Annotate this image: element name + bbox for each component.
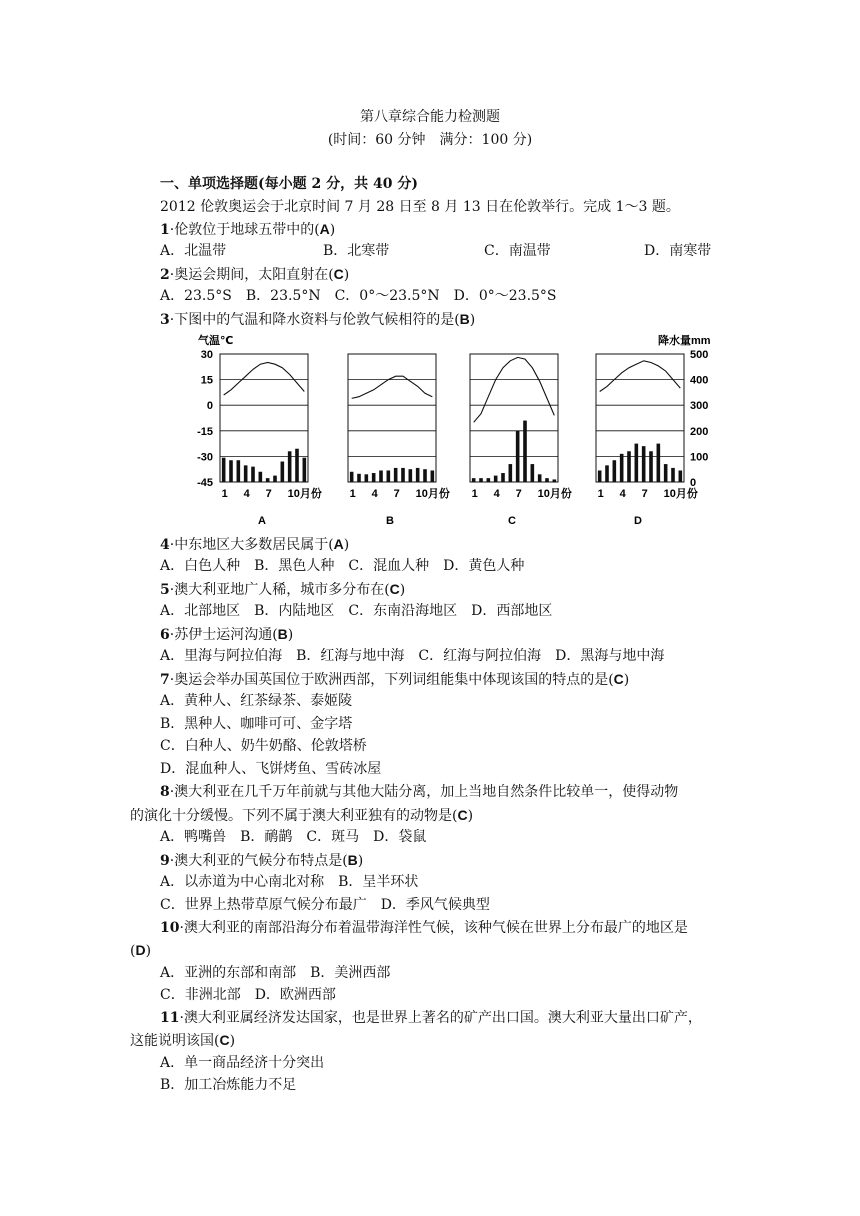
climate-panel-a (220, 354, 322, 527)
question-6 (160, 624, 293, 645)
question-11-option-b: B．加工冶炼能力不足 (160, 1077, 297, 1093)
question-close: ) (287, 627, 294, 643)
precipitation-bar (679, 470, 683, 482)
question-number: 4 (160, 537, 170, 553)
climate-charts (0, 330, 860, 530)
precipitation-bar (281, 462, 285, 482)
question-2 (160, 264, 349, 285)
precipitation-tick-label: 0 (690, 477, 697, 489)
question-stem: 澳大利亚地广人稀，城市多分布在( (174, 582, 390, 598)
question-7-option-d: D．混血种人、飞饼烤鱼、雪砖冰屋 (160, 761, 382, 777)
question-7-option-c: C．白种人、奶牛奶酪、伦敦塔桥 (160, 738, 367, 754)
question-number: 9 (160, 853, 170, 869)
climate-panel-d (596, 354, 698, 527)
question-close: ) (357, 853, 364, 869)
option-b: B．北寒带 (323, 243, 390, 259)
x-tick-label: 10月份 (415, 488, 450, 500)
precipitation-bar (494, 476, 498, 482)
question-11-option-a: A．单一商品经济十分突出 (160, 1055, 325, 1071)
question-11-line2 (130, 1030, 235, 1051)
question-10-options-2: C．非洲北部 D．欧洲西部 (160, 987, 336, 1003)
panel-frame (596, 354, 684, 482)
precipitation-bar (649, 451, 653, 482)
question-6-options: A．里海与阿拉伯海 B．红海与地中海 C．红海与阿拉伯海 D．黑海与地中海 (160, 648, 665, 664)
precipitation-bar (516, 431, 520, 482)
question-8-line2 (130, 805, 473, 826)
x-tick-label: 7 (265, 488, 272, 500)
x-tick-label: 4 (371, 488, 378, 500)
question-open: ( (130, 943, 136, 959)
precipitation-bar (237, 460, 241, 482)
number-dot: · (179, 920, 184, 936)
question-9-options-2: C．世界上热带草原气候分布最广 D．季风气候典型 (160, 897, 490, 913)
question-5-options: A．北部地区 B．内陆地区 C．东南沿海地区 D．西部地区 (160, 603, 553, 619)
precipitation-tick-label: 500 (690, 349, 709, 361)
precipitation-bar (472, 478, 476, 482)
option-c: C．南温带 (484, 243, 551, 259)
precipitation-tick-label: 200 (690, 425, 709, 438)
precipitation-bar (479, 478, 483, 482)
question-number: 7 (160, 672, 170, 688)
number-dot: · (179, 1010, 184, 1026)
question-4 (160, 534, 349, 555)
answer: B (347, 852, 358, 868)
temperature-curve (600, 361, 681, 392)
answer: C (219, 1032, 230, 1048)
precipitation-bar (642, 446, 646, 482)
question-close: ) (343, 267, 350, 283)
precipitation-bar (303, 458, 307, 482)
question-7 (160, 669, 629, 690)
precipitation-bar (273, 476, 277, 482)
climate-panel-c (470, 354, 572, 527)
option-a: A．北温带 (160, 243, 227, 259)
precipitation-tick-label: 300 (690, 400, 709, 413)
answer: A (319, 221, 330, 237)
answer: A (333, 536, 344, 552)
question-stem-line2: 这能说明该国( (130, 1033, 220, 1049)
panel-frame (348, 354, 436, 482)
x-tick-label: 4 (243, 488, 250, 500)
precipitation-bar (423, 469, 427, 482)
panel-label: B (386, 515, 394, 527)
precipitation-bar (605, 465, 609, 482)
precipitation-bar (266, 478, 270, 482)
climate-panel-b (348, 354, 450, 527)
precipitation-bar (229, 460, 233, 482)
question-close: ) (623, 672, 630, 688)
question-stem: 苏伊士运河沟通( (174, 627, 278, 643)
precipitation-bar (657, 444, 661, 482)
precipitation-bar (523, 421, 527, 482)
question-10 (160, 918, 688, 938)
question-9-options-1: A．以赤道为中心南北对称 B．呈半环状 (160, 874, 419, 890)
question-9 (160, 850, 363, 871)
question-stem: 伦敦位于地球五带中的( (174, 222, 320, 238)
question-stem-line1: 澳大利亚在几千万年前就与其他大陆分离，加上当地自然条件比较单一，使得动物 (174, 784, 679, 800)
chart-panels (220, 354, 698, 527)
precipitation-bar (251, 467, 255, 482)
precipitation-bar (553, 479, 557, 482)
number-dot: · (169, 627, 175, 643)
answer: C (389, 581, 400, 597)
x-tick-label: 10月份 (287, 488, 322, 500)
temperature-tick-label: -30 (197, 451, 213, 464)
precipitation-bar (409, 469, 413, 482)
answer: B (277, 626, 288, 642)
x-tick-label: 7 (393, 488, 400, 500)
x-tick-label: 10月份 (537, 488, 572, 500)
question-number: 8 (160, 784, 170, 800)
question-stem-line1: 澳大利亚属经济发达国家，也是世界上著名的矿产出口国。澳大利亚大量出口矿产， (183, 1010, 702, 1026)
precipitation-bar (244, 465, 248, 482)
question-10-options-1: A．亚洲的东部和南部 B．美洲西部 (160, 965, 391, 981)
temperature-tick-label: -15 (197, 425, 213, 438)
x-tick-label: 10月份 (663, 488, 698, 500)
question-stem: 奥运会举办国英国位于欧洲西部，下列词组能集中体现该国的特点的是( (174, 672, 614, 688)
precipitation-bar (538, 474, 542, 482)
page-subtitle: (时间：60 分钟 满分：100 分) (327, 132, 533, 148)
precipitation-bar (379, 470, 383, 482)
panel-label: D (634, 515, 642, 527)
x-tick-label: 1 (471, 488, 478, 500)
answer: C (457, 807, 468, 823)
x-tick-label: 4 (619, 488, 626, 500)
precipitation-bar (394, 468, 398, 482)
precipitation-ticks (690, 349, 708, 489)
answer: C (333, 266, 344, 282)
section-heading: 一、单项选择题(每小题 2 分，共 40 分) (160, 176, 418, 192)
question-3 (160, 309, 475, 330)
x-tick-label: 1 (597, 488, 604, 500)
question-close: ) (329, 222, 336, 238)
question-1 (160, 219, 335, 240)
question-5 (160, 579, 405, 600)
number-dot: · (169, 537, 175, 553)
precipitation-axis-label: 降水量mm (658, 335, 711, 347)
temperature-tick-label: 15 (200, 374, 213, 387)
x-tick-label: 1 (221, 488, 228, 500)
temperature-axis-label: 气温℃ (198, 335, 234, 347)
precipitation-tick-label: 400 (690, 374, 709, 387)
question-number: 11 (160, 1010, 180, 1026)
x-tick-label: 4 (493, 488, 500, 500)
question-number: 10 (160, 920, 180, 936)
question-number: 2 (160, 267, 170, 283)
precipitation-bar (664, 464, 668, 482)
precipitation-bar (259, 472, 263, 482)
number-dot: · (169, 267, 175, 283)
precipitation-bar (357, 474, 361, 482)
precipitation-bar (431, 470, 435, 482)
number-dot: · (169, 784, 175, 800)
precipitation-bar (501, 473, 505, 482)
question-number: 3 (160, 312, 170, 328)
temperature-ticks (197, 349, 213, 489)
x-tick-label: 1 (349, 488, 356, 500)
temperature-tick-label: -45 (197, 477, 213, 489)
precipitation-bar (671, 468, 675, 482)
precipitation-bar (295, 449, 299, 482)
question-8 (160, 782, 678, 802)
question-close: ) (399, 582, 406, 598)
question-4-options: A．白色人种 B．黑色人种 C．混血人种 D．黄色人种 (160, 558, 525, 574)
precipitation-bar (620, 454, 624, 482)
precipitation-bar (350, 472, 354, 482)
question-close: ) (467, 808, 474, 824)
precipitation-bar (387, 470, 391, 482)
precipitation-tick-label: 100 (690, 451, 709, 464)
number-dot: · (169, 853, 175, 869)
question-10-line2 (130, 940, 151, 961)
number-dot: · (169, 312, 175, 328)
precipitation-bar (372, 473, 376, 482)
section-intro: 2012 伦敦奥运会于北京时间 7 月 28 日至 8 月 13 日在伦敦举行。完成 1～3 题。 (160, 199, 680, 215)
precipitation-bar (416, 468, 420, 482)
precipitation-bar (288, 451, 292, 482)
question-8-options: A．鸭嘴兽 B．鸸鹋 C．斑马 D．袋鼠 (160, 829, 427, 845)
panel-label: A (258, 515, 266, 527)
number-dot: · (169, 672, 175, 688)
question-close: ) (469, 312, 476, 328)
question-stem: 澳大利亚的气候分布特点是( (174, 853, 348, 869)
number-dot: · (169, 222, 175, 238)
precipitation-bar (545, 478, 549, 482)
precipitation-bar (222, 458, 226, 482)
question-close: ) (343, 537, 350, 553)
temperature-tick-label: 30 (200, 349, 213, 361)
question-stem-line1: 澳大利亚的南部沿海分布着温带海洋性气候，该种气候在世界上分布最广的地区是 (183, 920, 688, 936)
question-number: 5 (160, 582, 170, 598)
panel-frame (220, 354, 308, 482)
panel-frame (470, 354, 558, 482)
x-tick-label: 7 (641, 488, 648, 500)
precipitation-bar (401, 468, 405, 482)
question-number: 6 (160, 627, 170, 643)
precipitation-bar (613, 460, 617, 482)
question-number: 1 (160, 222, 170, 238)
temperature-curve (474, 357, 555, 422)
answer: D (135, 942, 146, 958)
answer: C (613, 671, 624, 687)
page-title: 第八章综合能力检测题 (360, 109, 500, 125)
precipitation-bar (598, 470, 602, 482)
number-dot: · (169, 582, 175, 598)
question-2-options: A．23.5°S B．23.5°N C．0°～23.5°N D．0°～23.5°S (160, 288, 557, 304)
temperature-curve (224, 363, 305, 396)
question-stem-line2: 的演化十分缓慢。下列不属于澳大利亚独有的动物是( (130, 808, 458, 824)
question-close: ) (229, 1033, 236, 1049)
question-close: ) (145, 943, 152, 959)
temperature-tick-label: 0 (206, 400, 213, 413)
precipitation-bar (509, 464, 513, 482)
precipitation-bar (531, 464, 535, 482)
precipitation-bar (365, 474, 369, 482)
question-stem: 下图中的气温和降水资料与伦敦气候相符的是( (174, 312, 460, 328)
precipitation-bar (635, 444, 639, 482)
question-stem: 奥运会期间，太阳直射在( (174, 267, 334, 283)
precipitation-bar (627, 451, 631, 482)
question-11 (160, 1008, 702, 1028)
precipitation-bar (487, 478, 491, 482)
question-7-option-b: B．黑种人、咖啡可可、金字塔 (160, 716, 353, 732)
panel-label: C (508, 515, 516, 527)
question-7-option-a: A．黄种人、红茶绿茶、泰姬陵 (160, 693, 353, 709)
option-d: D．南寒带 (644, 243, 712, 259)
answer: B (459, 311, 470, 327)
question-stem: 中东地区大多数居民属于( (174, 537, 334, 553)
x-tick-label: 7 (515, 488, 522, 500)
